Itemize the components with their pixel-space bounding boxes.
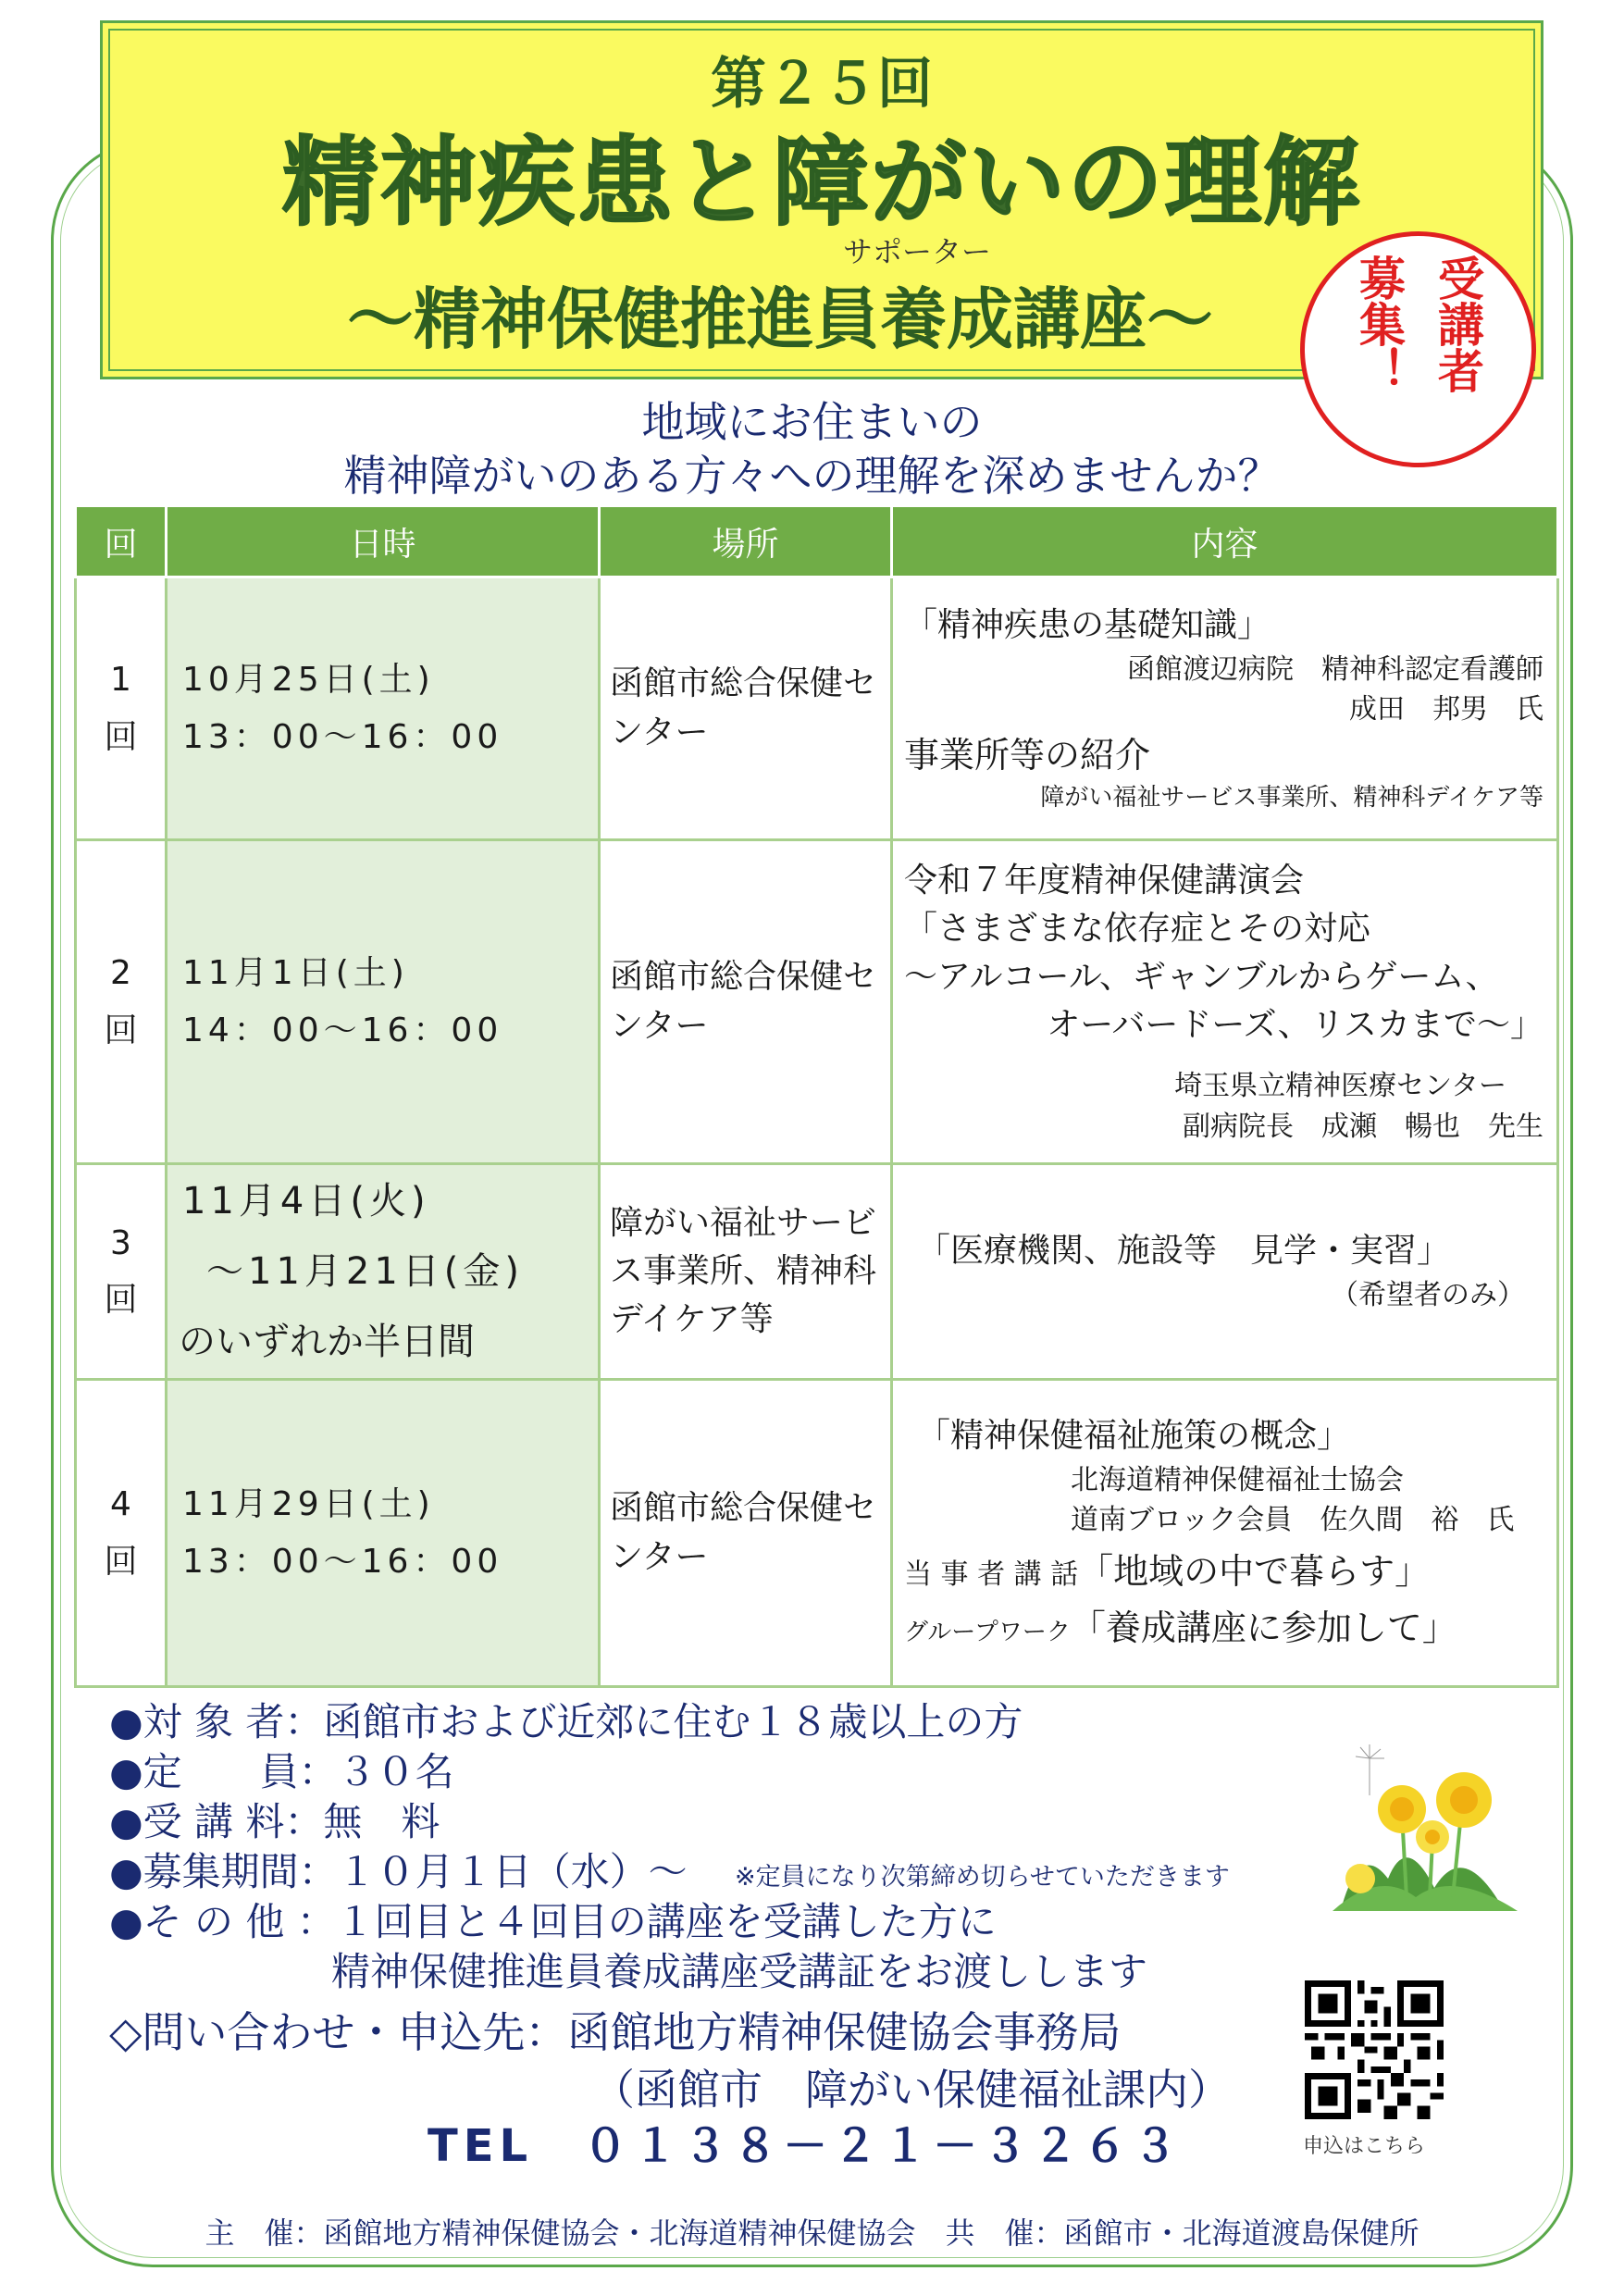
table-row [76, 840, 1558, 1164]
session-datetime: 10月25日(土) 13：00～16：00 [167, 577, 600, 840]
info-fee: ●受 講 料：無 料 [109, 1799, 440, 1844]
intro-line-1: 地域にお住まいの [641, 397, 983, 447]
header-round: 回 [76, 506, 167, 577]
period-note: ※定員になり次第締め切らせていただきます [735, 1863, 1230, 1892]
session-datetime: 11月4日(火) ～11月21日(金) のいずれか半日間 [167, 1164, 600, 1380]
info-period: ●募集期間：１０月１日（水）～ ※定員になり次第締め切らせていただきます [109, 1849, 1230, 1894]
info-capacity: ●定 員：３０名 [109, 1749, 454, 1794]
stamp-text-right: 受講者 [1431, 254, 1484, 393]
table-row [76, 577, 1558, 840]
header-place: 場所 [600, 506, 892, 577]
session-datetime: 11月1日(土) 14：00～16：00 [167, 840, 600, 1164]
info-other: ●そ の 他 ：１回目と４回目の講座を受講した方に [109, 1899, 997, 1944]
qr-code[interactable] [1305, 1980, 1444, 2119]
session-number: 1 回 [76, 577, 167, 840]
session-content: 令和７年度精神保健講演会 「さまざまな依存症とその対応 ～アルコール、ギャンブルからゲーム、 オーバードーズ、リスカまで～」 埼玉県立精神医療センター 副病院長 成瀬 暢也 先生 [892, 840, 1558, 1164]
subtitle: ～精神保健推進員養成講座～ [346, 280, 1213, 358]
main-title: 精神疾患と障がいの理解 [281, 126, 1361, 239]
header-datetime: 日時 [167, 506, 600, 577]
ruby-text: サポーター [843, 234, 992, 269]
schedule-table [74, 504, 1559, 1688]
session-place: 函館市総合保健センター [600, 840, 892, 1164]
table-header-row [76, 506, 1558, 577]
session-datetime: 11月29日(土) 13：00～16：00 [167, 1380, 600, 1687]
session-number: 4 回 [76, 1380, 167, 1687]
table-row [76, 1164, 1558, 1380]
round-label: 第２５回 [711, 52, 933, 117]
info-target: ●対 象 者：函館市および近郊に住む１８歳以上の方 [109, 1699, 1023, 1744]
sponsor-line: 主 催：函館地方精神保健協会・北海道精神保健協会 共 催：函館市・北海道渡島保健所 [205, 2215, 1419, 2251]
qr-caption: 申込はこちら [1303, 2135, 1426, 2158]
header-content: 内容 [892, 506, 1558, 577]
session-content: 「精神疾患の基礎知識」 函館渡辺病院 精神科認定看護師 成田 邦男 氏 事業所等の紹介 障がい福祉サービス事業所、精神科デイケア等 [892, 577, 1558, 840]
session-place: 函館市総合保健センター [600, 577, 892, 840]
session-content: 「精神保健福祉施策の概念」 北海道精神保健福祉士協会 道南ブロック会員 佐久間 裕 氏 当 事 者 講 話「地域の中で暮らす」 グループワーク「養成講座に参加して」 [892, 1380, 1558, 1687]
dandelion-illustration [1323, 1740, 1527, 1916]
contact-line: ◇問い合わせ・申込先：函館地方精神保健協会事務局 [109, 2007, 1122, 2057]
contact-tel: TEL ０１３８－２１－３２６３ [428, 2120, 1184, 2172]
session-content: 「医療機関、施設等 見学・実習」 （希望者のみ） [892, 1164, 1558, 1380]
info-other-2: 精神保健推進員養成講座受講証をお渡しします [331, 1949, 1148, 1994]
intro-line-2: 精神障がいのある方々への理解を深めませんか？ [343, 451, 1281, 501]
session-number: 3 回 [76, 1164, 167, 1380]
session-number: 2 回 [76, 840, 167, 1164]
session-place: 函館市総合保健センター [600, 1380, 892, 1687]
table-row [76, 1380, 1558, 1687]
contact-dept: （函館市 障がい保健福祉課内） [592, 2065, 1231, 2115]
session-place: 障がい福祉サービス事業所、精神科デイケア等 [600, 1164, 892, 1380]
stamp-text-left: 募集！ [1352, 254, 1406, 393]
